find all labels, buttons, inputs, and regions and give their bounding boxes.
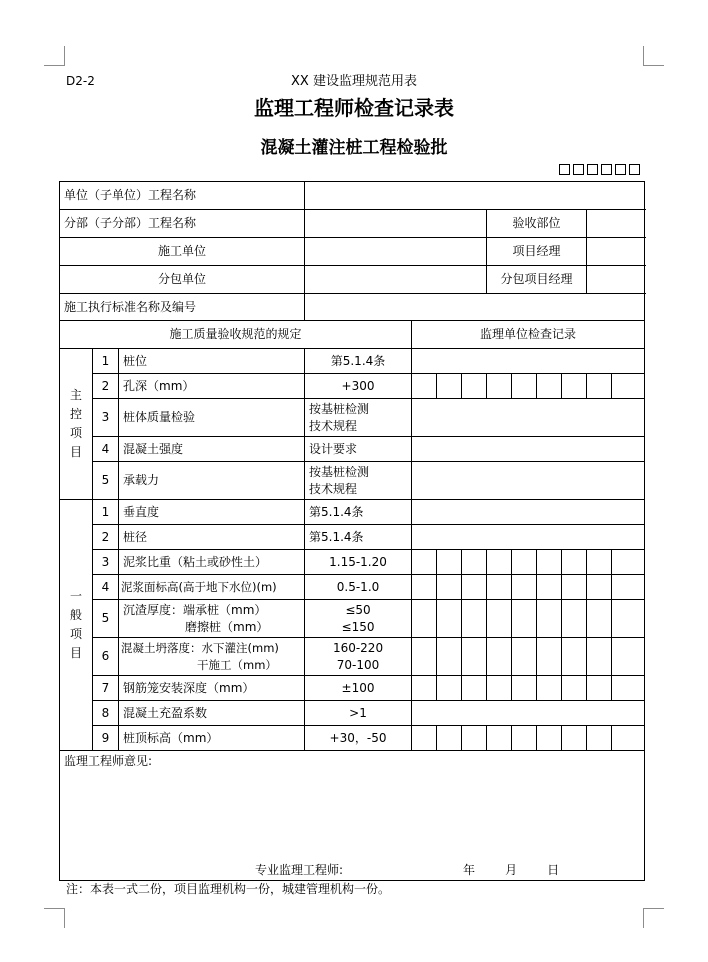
project-manager-label: 项目经理 — [487, 238, 587, 266]
number-box[interactable] — [573, 164, 584, 175]
table-row — [60, 349, 645, 374]
record-cell[interactable] — [562, 600, 587, 638]
record-cell[interactable] — [537, 726, 562, 751]
item-req: ≤50 ≤150 — [305, 600, 412, 638]
number-box[interactable] — [615, 164, 626, 175]
record-cell[interactable] — [562, 676, 587, 701]
sub-manager-label: 分包项目经理 — [487, 266, 587, 294]
constructor-label: 施工单位 — [60, 238, 305, 266]
number-box[interactable] — [559, 164, 570, 175]
item-req: +300 — [305, 374, 412, 399]
item-no: 7 — [93, 676, 119, 701]
record-cell[interactable] — [587, 575, 612, 600]
crop-mark-bottom-left-v — [64, 908, 65, 928]
crop-mark-bottom-right-h — [643, 908, 664, 909]
record-cell[interactable] — [462, 676, 487, 701]
item-name: 泥浆比重（粘土或砂性土） — [119, 550, 305, 575]
sub-manager-value[interactable] — [587, 266, 645, 294]
record-cell[interactable] — [487, 374, 512, 399]
item-req: 第5.1.4条 — [305, 525, 412, 550]
record-cell[interactable] — [562, 550, 587, 575]
item-name: 孔深（mm） — [119, 374, 305, 399]
crop-mark-bottom-right-v — [643, 908, 644, 928]
item-name: 承载力 — [119, 462, 305, 500]
table-row — [60, 399, 645, 437]
spec-header: 施工质量验收规范的规定 — [60, 321, 412, 349]
number-box[interactable] — [587, 164, 598, 175]
doc-code: D2-2 — [66, 74, 95, 88]
record-cell[interactable] — [462, 638, 487, 676]
item-no: 5 — [93, 462, 119, 500]
crop-mark-top-left-v — [64, 46, 65, 66]
record-cell[interactable] — [487, 575, 512, 600]
record-cell[interactable] — [612, 676, 645, 701]
item-name: 桩位 — [119, 349, 305, 374]
table-row — [60, 575, 645, 600]
record-cell[interactable] — [437, 600, 462, 638]
item-req: 1.15-1.20 — [305, 550, 412, 575]
item-name: 混凝土强度 — [119, 437, 305, 462]
unit-project-value[interactable] — [305, 182, 645, 210]
signature-line — [255, 862, 559, 879]
record-cell[interactable] — [512, 600, 537, 638]
item-name: 桩径 — [119, 525, 305, 550]
item-req: ±100 — [305, 676, 412, 701]
record-cell[interactable] — [512, 726, 537, 751]
item-req: +30，-50 — [305, 726, 412, 751]
item-no: 1 — [93, 349, 119, 374]
crop-mark-top-left-h — [44, 65, 65, 66]
item-no: 4 — [93, 575, 119, 600]
record-cell[interactable] — [412, 399, 645, 437]
record-cell[interactable] — [612, 600, 645, 638]
record-cell[interactable] — [462, 374, 487, 399]
record-cell[interactable] — [437, 575, 462, 600]
record-cell[interactable] — [562, 374, 587, 399]
record-cell[interactable] — [587, 676, 612, 701]
record-cell[interactable] — [412, 600, 437, 638]
record-cell[interactable] — [437, 726, 462, 751]
item-no: 3 — [93, 399, 119, 437]
item-no: 1 — [93, 500, 119, 525]
record-cell[interactable] — [412, 676, 437, 701]
item-name: 沉渣厚度：端承桩（mm） 磨擦桩（mm） — [119, 600, 305, 638]
table-row — [60, 726, 645, 751]
page-title: 监理工程师检查记录表 — [254, 96, 454, 120]
item-req: >1 — [305, 701, 412, 726]
record-cell[interactable] — [487, 600, 512, 638]
item-req: 0.5-1.0 — [305, 575, 412, 600]
record-cell[interactable] — [487, 676, 512, 701]
record-cell[interactable] — [587, 374, 612, 399]
record-cell[interactable] — [562, 726, 587, 751]
item-name: 钢筋笼安装深度（mm） — [119, 676, 305, 701]
item-name: 桩体质量检验 — [119, 399, 305, 437]
item-no: 5 — [93, 600, 119, 638]
table-row — [60, 437, 645, 462]
record-cell[interactable] — [512, 638, 537, 676]
record-cell[interactable] — [512, 374, 537, 399]
item-no: 3 — [93, 550, 119, 575]
standard-label: 施工执行标准名称及编号 — [60, 294, 305, 321]
inspection-table — [59, 181, 645, 881]
record-cell[interactable] — [462, 550, 487, 575]
record-cell[interactable] — [512, 550, 537, 575]
item-name: 垂直度 — [119, 500, 305, 525]
record-cell[interactable] — [412, 550, 437, 575]
record-cell[interactable] — [462, 600, 487, 638]
footer-note: 注：本表一式二份，项目监理机构一份，城建管理机构一份。 — [66, 882, 391, 896]
sub-project-label: 分部（子分部）工程名称 — [60, 210, 305, 238]
opinion-label: 监理工程师意见: — [64, 754, 153, 768]
table-row — [60, 500, 645, 525]
record-cell[interactable] — [437, 676, 462, 701]
table-row — [60, 701, 645, 726]
record-cell[interactable] — [537, 550, 562, 575]
subcontractor-value[interactable] — [305, 266, 487, 294]
crop-mark-top-right-v — [643, 46, 644, 66]
item-req: 160-220 70-100 — [305, 638, 412, 676]
item-no: 6 — [93, 638, 119, 676]
crop-mark-top-right-h — [643, 65, 664, 66]
item-no: 2 — [93, 525, 119, 550]
crop-mark-bottom-left-h — [44, 908, 65, 909]
record-cell[interactable] — [412, 349, 645, 374]
month-label: 月 — [505, 863, 518, 877]
subcontractor-label: 分包单位 — [60, 266, 305, 294]
item-req: 第5.1.4条 — [305, 349, 412, 374]
accept-location-label: 验收部位 — [487, 210, 587, 238]
record-cell[interactable] — [587, 638, 612, 676]
record-cell[interactable] — [437, 638, 462, 676]
record-cell[interactable] — [437, 374, 462, 399]
record-cell[interactable] — [412, 500, 645, 525]
record-cell[interactable] — [487, 638, 512, 676]
item-req: 按基桩检测 技术规程 — [305, 399, 412, 437]
record-cell[interactable] — [412, 726, 437, 751]
record-cell[interactable] — [562, 638, 587, 676]
sub-project-value[interactable] — [305, 210, 487, 238]
record-cell[interactable] — [537, 575, 562, 600]
unit-project-label: 单位（子单位）工程名称 — [60, 182, 305, 210]
record-cell[interactable] — [587, 550, 612, 575]
table-row — [60, 676, 645, 701]
year-label: 年 — [463, 863, 476, 877]
table-row — [60, 462, 645, 500]
record-cell[interactable] — [412, 374, 437, 399]
header-source: XX 建设监理规范用表 — [291, 74, 417, 89]
project-manager-value[interactable] — [587, 238, 645, 266]
record-cell[interactable] — [537, 638, 562, 676]
general-section-label: 一般项目 — [60, 500, 93, 751]
record-cell[interactable] — [587, 726, 612, 751]
record-cell[interactable] — [512, 676, 537, 701]
item-no: 2 — [93, 374, 119, 399]
table-row — [60, 600, 645, 638]
table-row — [60, 525, 645, 550]
engineer-label: 专业监理工程师: — [255, 863, 344, 877]
constructor-value[interactable] — [305, 238, 487, 266]
item-name: 桩顶标高（mm） — [119, 726, 305, 751]
record-cell[interactable] — [412, 525, 645, 550]
record-cell[interactable] — [462, 575, 487, 600]
day-label: 日 — [547, 863, 560, 877]
record-cell[interactable] — [512, 575, 537, 600]
record-cell[interactable] — [537, 600, 562, 638]
record-cell[interactable] — [487, 550, 512, 575]
page-subtitle: 混凝土灌注桩工程检验批 — [260, 138, 448, 158]
record-cell[interactable] — [412, 638, 437, 676]
item-req: 按基桩检测 技术规程 — [305, 462, 412, 500]
record-cell[interactable] — [412, 575, 437, 600]
record-cell[interactable] — [612, 374, 645, 399]
table-row — [60, 374, 645, 399]
record-cell[interactable] — [562, 575, 587, 600]
record-cell[interactable] — [612, 638, 645, 676]
accept-location-value[interactable] — [587, 210, 645, 238]
table-row — [60, 638, 645, 676]
main-section-label: 主控项目 — [60, 349, 93, 500]
record-cell[interactable] — [412, 462, 645, 500]
record-cell[interactable] — [612, 550, 645, 575]
record-header: 监理单位检查记录 — [412, 321, 645, 349]
item-no: 4 — [93, 437, 119, 462]
item-name: 混凝土坍落度：水下灌注(mm) 干施工（mm） — [119, 638, 305, 676]
record-cell[interactable] — [437, 550, 462, 575]
standard-value[interactable] — [305, 294, 645, 321]
record-cell[interactable] — [412, 437, 645, 462]
record-cell[interactable] — [537, 676, 562, 701]
item-no: 9 — [93, 726, 119, 751]
record-cell[interactable] — [612, 726, 645, 751]
record-number-boxes[interactable] — [559, 164, 640, 175]
table-row — [60, 550, 645, 575]
number-box[interactable] — [601, 164, 612, 175]
item-name: 泥浆面标高(高于地下水位)(m) — [119, 575, 305, 600]
record-cell[interactable] — [612, 575, 645, 600]
record-cell[interactable] — [537, 374, 562, 399]
record-cell[interactable] — [412, 701, 645, 726]
item-req: 设计要求 — [305, 437, 412, 462]
item-name: 混凝土充盈系数 — [119, 701, 305, 726]
number-box[interactable] — [629, 164, 640, 175]
record-cell[interactable] — [462, 726, 487, 751]
opinion-area[interactable] — [60, 751, 645, 881]
item-no: 8 — [93, 701, 119, 726]
record-cell[interactable] — [487, 726, 512, 751]
record-cell[interactable] — [587, 600, 612, 638]
item-req: 第5.1.4条 — [305, 500, 412, 525]
